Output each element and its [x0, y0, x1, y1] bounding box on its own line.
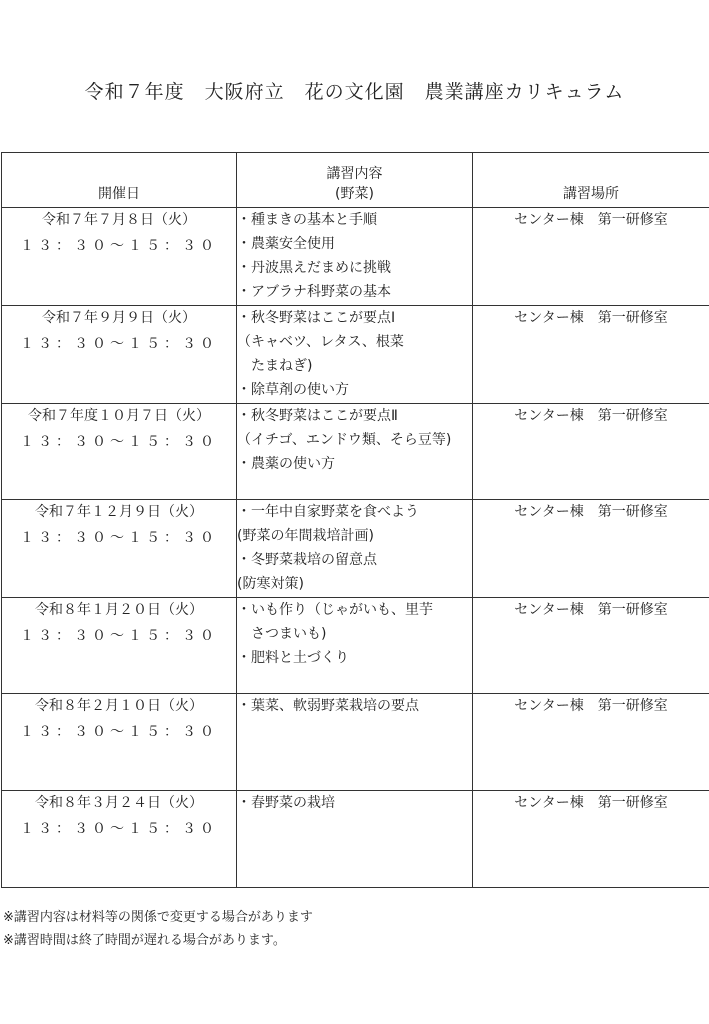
place-cell: センター棟 第一研修室: [473, 598, 709, 694]
content-line: ・春野菜の栽培: [237, 795, 335, 811]
session-time: １３：３０～１５：３０: [20, 821, 218, 837]
curriculum-table: [1, 152, 709, 888]
session-time: １３：３０～１５：３０: [20, 628, 218, 644]
content-line: ・アブラナ科野菜の基本: [237, 284, 391, 300]
session-time: １３：３０～１５：３０: [20, 724, 218, 740]
content-line: ・葉菜、軟弱野菜栽培の要点: [237, 698, 419, 714]
footnotes: [3, 906, 313, 952]
place-cell: センター棟 第一研修室: [473, 791, 709, 888]
content-cell: [237, 306, 473, 404]
date-cell: [2, 791, 237, 888]
content-line: ・農薬安全使用: [237, 236, 335, 252]
content-cell: [237, 208, 473, 306]
column-header-content: [237, 153, 473, 208]
content-line: ・一年中自家野菜を食べよう: [237, 504, 419, 520]
content-cell: [237, 500, 473, 598]
column-header-content-line2: (野菜): [335, 186, 374, 202]
session-time: １３：３０～１５：３０: [20, 434, 218, 450]
date-cell: [2, 404, 237, 500]
session-date: 令和７年１２月９日（火）: [35, 504, 203, 520]
session-date: 令和７年７月８日（火）: [42, 212, 196, 228]
content-line: ・農薬の使い方: [237, 456, 335, 472]
table-row: [2, 791, 709, 888]
session-date: 令和８年２月１０日（火）: [35, 698, 203, 714]
column-header-date: 開催日: [2, 153, 237, 208]
place-cell: センター棟 第一研修室: [473, 208, 709, 306]
content-line: (野菜の年間栽培計画): [237, 528, 374, 544]
table-row: [2, 598, 709, 694]
table-row: [2, 306, 709, 404]
page-title: 令和７年度 大阪府立 花の文化園 農業講座カリキュラム: [84, 81, 625, 103]
column-header-place: 講習場所: [473, 153, 709, 208]
place-cell: センター棟 第一研修室: [473, 500, 709, 598]
column-header-content-line1: 講習内容: [326, 166, 383, 182]
table-row: [2, 404, 709, 500]
content-cell: [237, 694, 473, 791]
content-line: ・冬野菜栽培の留意点: [237, 552, 377, 568]
content-cell: [237, 791, 473, 888]
content-line: たまねぎ): [237, 358, 313, 374]
content-line: ・秋冬野菜はここが要点Ⅰ: [237, 310, 396, 326]
table-row: [2, 694, 709, 791]
place-cell: センター棟 第一研修室: [473, 694, 709, 791]
place-cell: センター棟 第一研修室: [473, 306, 709, 404]
content-cell: [237, 598, 473, 694]
content-line: ・秋冬野菜はここが要点Ⅱ: [237, 408, 398, 424]
content-line: ・丹波黒えだまめに挑戦: [237, 260, 391, 276]
date-cell: [2, 306, 237, 404]
place-cell: センター棟 第一研修室: [473, 404, 709, 500]
session-date: 令和７年９月９日（火）: [42, 310, 196, 326]
content-cell: [237, 404, 473, 500]
content-line: ・種まきの基本と手順: [237, 212, 377, 228]
content-line: さつまいも): [237, 626, 327, 642]
content-line: (防寒対策): [237, 576, 304, 592]
content-line: （キャベツ、レタス、根菜: [237, 334, 404, 350]
session-date: 令和８年１月２０日（火）: [35, 602, 203, 618]
session-time: １３：３０～１５：３０: [20, 530, 218, 546]
date-cell: [2, 208, 237, 306]
session-time: １３：３０～１５：３０: [20, 238, 218, 254]
content-line: ・いも作り（じゃがいも、里芋: [237, 602, 433, 618]
content-line: ・肥料と土づくり: [237, 650, 349, 666]
content-line: （イチゴ、エンドウ類、そら豆等): [237, 432, 452, 448]
footnote: ※講習内容は材料等の関係で変更する場合があります: [3, 910, 313, 925]
date-cell: [2, 500, 237, 598]
footnote: ※講習時間は終了時間が遅れる場合があります。: [3, 933, 286, 948]
date-cell: [2, 598, 237, 694]
session-time: １３：３０～１５：３０: [20, 336, 218, 352]
content-line: ・除草剤の使い方: [237, 382, 349, 398]
table-row: [2, 500, 709, 598]
session-date: 令和７年度１０月７日（火）: [28, 408, 210, 424]
session-date: 令和８年３月２４日（火）: [35, 795, 203, 811]
table-row: [2, 208, 709, 306]
date-cell: [2, 694, 237, 791]
table-header-row: [2, 153, 709, 208]
